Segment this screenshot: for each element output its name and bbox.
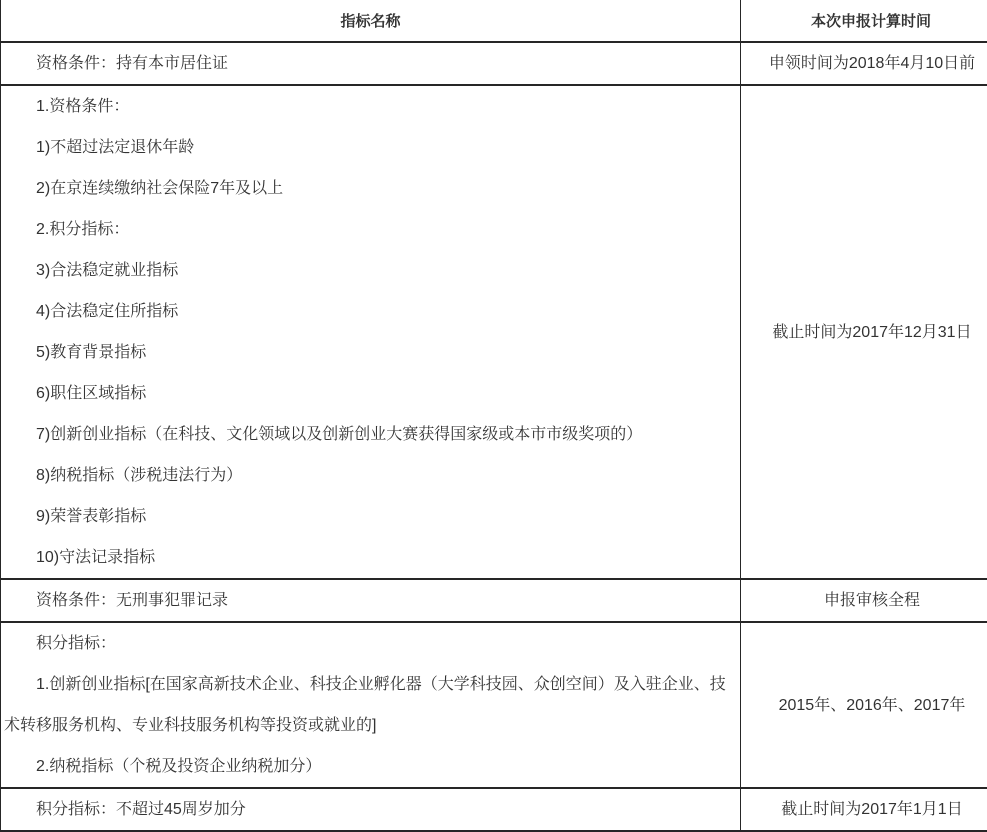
calc-time-cell: 截止时间为2017年12月31日 xyxy=(741,85,987,579)
indicator-name-cell xyxy=(1,85,741,579)
indicator-name-cell xyxy=(1,622,741,788)
table-row-age-bonus xyxy=(1,788,987,831)
indicator-text: 8)纳税指标（涉税违法行为） xyxy=(4,455,737,496)
calc-time-cell: 申报审核全程 xyxy=(741,579,987,622)
table-row-main-indicators xyxy=(1,85,987,579)
indicator-text: 2.积分指标： xyxy=(4,209,737,250)
table-row-residence-permit xyxy=(1,42,987,85)
table-row-innovation-tax-indicators xyxy=(1,622,987,788)
indicator-text: 9)荣誉表彰指标 xyxy=(4,496,737,537)
calc-time-cell: 申领时间为2018年4月10日前 xyxy=(741,42,987,85)
indicator-text: 资格条件：持有本市居住证 xyxy=(4,43,737,84)
indicator-text: 2.纳税指标（个税及投资企业纳税加分） xyxy=(4,746,737,787)
column-header-indicator-name: 指标名称 xyxy=(1,0,741,42)
indicator-text: 1)不超过法定退休年龄 xyxy=(4,127,737,168)
indicator-text: 5)教育背景指标 xyxy=(4,332,737,373)
indicator-text: 1.资格条件： xyxy=(4,86,737,127)
indicator-text: 3)合法稳定就业指标 xyxy=(4,250,737,291)
indicator-text: 7)创新创业指标（在科技、文化领域以及创新创业大赛获得国家级或本市市级奖项的） xyxy=(4,414,737,455)
indicator-text: 资格条件：无刑事犯罪记录 xyxy=(4,580,737,621)
indicator-text: 4)合法稳定住所指标 xyxy=(4,291,737,332)
calc-time-cell: 截止时间为2017年1月1日 xyxy=(741,788,987,831)
indicator-text: 积分指标：不超过45周岁加分 xyxy=(4,789,737,830)
indicator-text: 1.创新创业指标[在国家高新技术企业、科技企业孵化器（大学科技园、众创空间）及入驻企业、技术转移服务机构、专业科技服务机构等投资或就业的] xyxy=(4,664,737,746)
indicator-name-cell xyxy=(1,42,741,85)
indicator-name-cell xyxy=(1,788,741,831)
header-row xyxy=(1,0,987,42)
column-header-calc-time: 本次申报计算时间 xyxy=(741,0,987,42)
indicator-text: 2)在京连续缴纳社会保险7年及以上 xyxy=(4,168,737,209)
indicator-text: 6)职住区域指标 xyxy=(4,373,737,414)
indicator-text: 积分指标： xyxy=(4,623,737,664)
indicator-name-cell xyxy=(1,579,741,622)
indicator-text: 10)守法记录指标 xyxy=(4,537,737,578)
calc-time-cell: 2015年、2016年、2017年 xyxy=(741,622,987,788)
table-row-no-criminal-record xyxy=(1,579,987,622)
